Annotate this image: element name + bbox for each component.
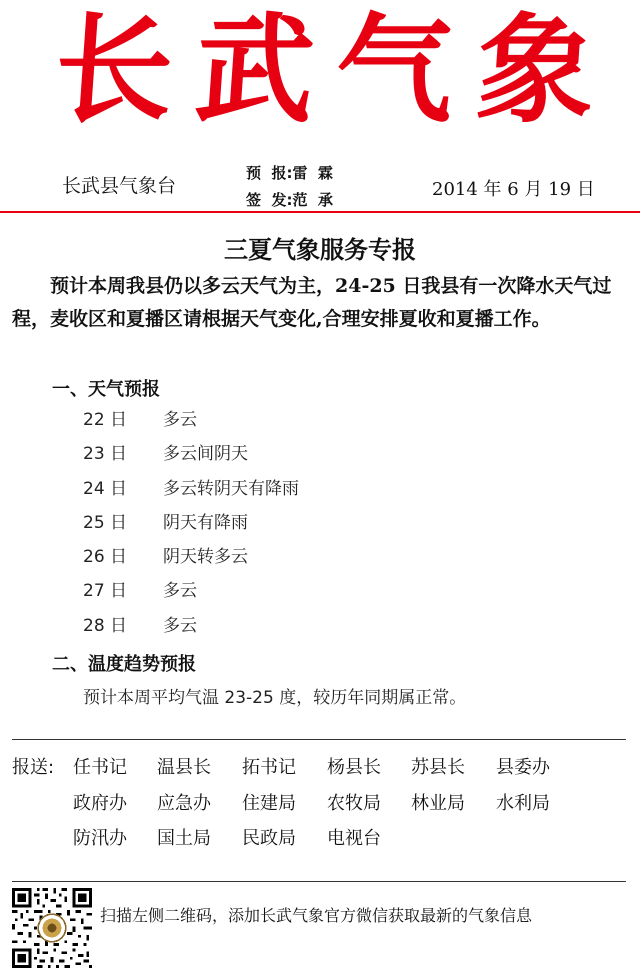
recipient: 应急办 — [157, 793, 211, 814]
recipient: 水利局 — [496, 793, 550, 814]
forecast-row — [83, 545, 248, 569]
recipient: 县委办 — [496, 757, 550, 778]
forecast-weather: 阴天有降雨 — [163, 513, 248, 533]
forecast-row — [83, 408, 197, 432]
header-divider — [0, 211, 640, 213]
recipient: 温县长 — [157, 757, 211, 778]
temperature-text: 预计本周平均气温 23-25 度，较历年同期属正常。 — [83, 688, 467, 708]
forecast-weather: 多云转阴天有降雨 — [163, 479, 299, 499]
masthead-char: 气 — [331, 0, 460, 139]
issue-date: 2014 年 6 月 19 日 — [432, 179, 595, 200]
recipient: 林业局 — [411, 793, 465, 814]
forecast-weather: 多云 — [163, 410, 197, 430]
masthead-char: 象 — [472, 0, 600, 139]
forecast-day: 22 日 — [83, 410, 128, 430]
forecast-row — [83, 511, 248, 535]
forecast-weather: 多云间阴天 — [163, 444, 248, 464]
recipient: 电视台 — [327, 828, 381, 849]
recipient: 民政局 — [242, 828, 296, 849]
report-intro: 预计本周我县仍以多云天气为主，24-25 日我县有一次降水天气过程，麦收区和夏播区请根据天气变化,合理安排夏收和夏播工作。 — [12, 275, 612, 330]
qr-code-icon — [12, 888, 92, 968]
section-temperature-title: 二、温度趋势预报 — [52, 654, 196, 675]
distribution-top-rule — [12, 739, 626, 740]
forecast-day: 23 日 — [83, 444, 128, 464]
forecast-day: 27 日 — [83, 581, 128, 601]
forecast-day: 24 日 — [83, 479, 128, 499]
footer-top-rule — [12, 881, 626, 882]
forecast-weather: 多云 — [163, 616, 197, 636]
recipient: 苏县长 — [411, 757, 465, 778]
forecaster-line: 预 报:雷 霖 — [246, 164, 333, 182]
forecast-row — [83, 477, 299, 501]
forecast-day: 26 日 — [83, 547, 128, 567]
report-title: 三夏气象服务专报 — [224, 236, 416, 264]
recipient: 政府办 — [73, 793, 127, 814]
recipient: 拓书记 — [242, 757, 296, 778]
masthead-char: 武 — [190, 0, 319, 139]
recipient: 国土局 — [157, 828, 211, 849]
section-weather-forecast-title: 一、天气预报 — [52, 379, 160, 400]
recipient: 住建局 — [242, 793, 296, 814]
recipient: 杨县长 — [327, 757, 381, 778]
qr-note: 扫描左侧二维码，添加长武气象官方微信获取最新的气象信息 — [100, 906, 533, 925]
recipient: 防汛办 — [73, 828, 127, 849]
recipient: 农牧局 — [327, 793, 381, 814]
forecast-day: 25 日 — [83, 513, 128, 533]
station-name: 长武县气象台 — [62, 175, 177, 197]
forecast-row — [83, 579, 197, 603]
issuer-line: 签 发:范 承 — [246, 191, 333, 209]
forecast-weather: 阴天转多云 — [163, 547, 248, 567]
recipient: 任书记 — [73, 757, 127, 778]
forecast-day: 28 日 — [83, 616, 128, 636]
forecast-weather: 多云 — [163, 581, 197, 601]
masthead-logo — [50, 0, 600, 140]
masthead-char: 长 — [50, 0, 178, 139]
forecast-row — [83, 442, 248, 466]
forecast-row — [83, 614, 197, 638]
distribution-label: 报送: — [12, 757, 55, 778]
